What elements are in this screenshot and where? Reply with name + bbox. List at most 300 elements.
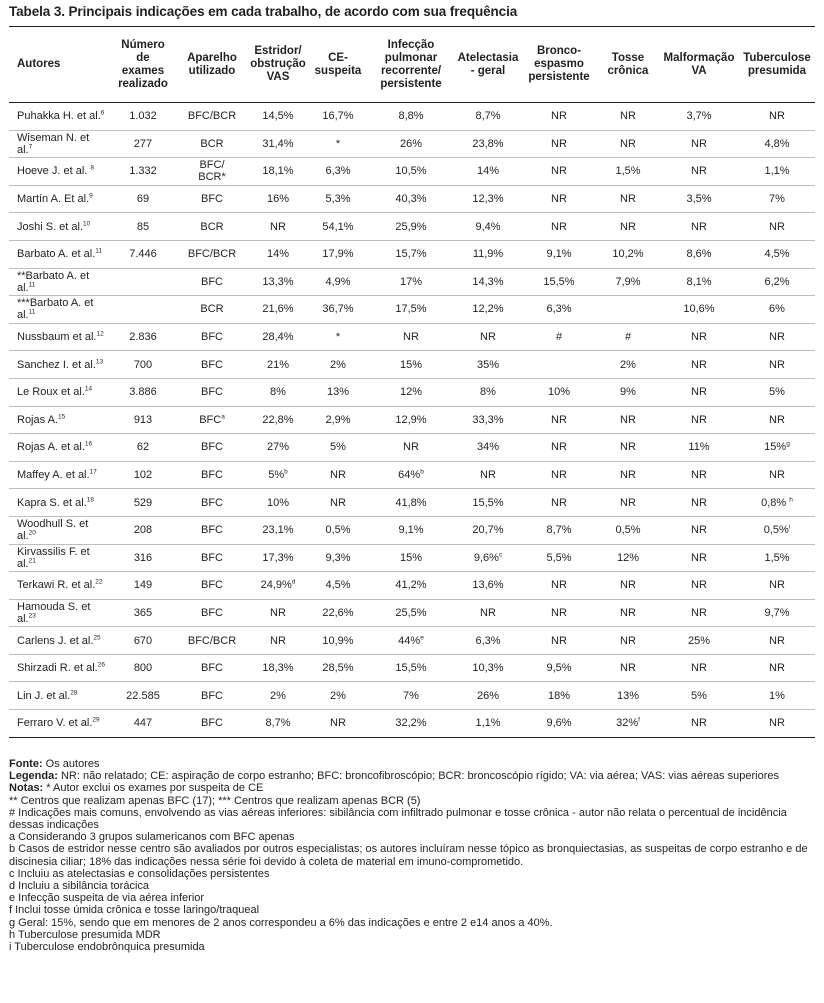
table-cell xyxy=(659,268,739,296)
table-cell xyxy=(597,489,659,517)
cell-text: 34% xyxy=(476,441,500,454)
cell-text: 15,7% xyxy=(395,248,427,261)
cell-superscript: 15 xyxy=(57,413,66,421)
cell-text: Nussbaum et al. xyxy=(17,331,97,344)
cell-text: 27% xyxy=(266,441,290,454)
table-cell xyxy=(109,461,177,489)
cell-text: NR xyxy=(620,469,636,482)
cell-text: NR xyxy=(691,606,707,619)
table-cell xyxy=(739,213,815,241)
table-row xyxy=(9,158,815,186)
cell-text: 316 xyxy=(133,551,153,564)
cell-text: NR xyxy=(480,606,496,619)
indications-table xyxy=(9,26,815,738)
column-header xyxy=(247,27,309,103)
table-cell xyxy=(367,185,455,213)
cell-text: NR xyxy=(620,441,636,454)
table-cell xyxy=(521,268,597,296)
table-cell xyxy=(455,654,521,682)
column-header-line: - geral xyxy=(470,64,506,77)
table-cell xyxy=(177,185,247,213)
table-cell xyxy=(309,461,367,489)
cell-text: NR xyxy=(620,193,636,206)
table-cell xyxy=(739,378,815,406)
cell-text: # xyxy=(624,331,632,344)
notes-label: Notas: xyxy=(9,782,44,795)
cell-superscript: 6 xyxy=(100,109,105,117)
table-cell xyxy=(597,461,659,489)
author-cell xyxy=(9,103,109,131)
cell-text: Woodhull S. et al. xyxy=(17,518,89,543)
cell-text: 3,7% xyxy=(686,110,712,123)
table-cell xyxy=(177,489,247,517)
table-cell xyxy=(597,296,659,324)
table-cell xyxy=(659,240,739,268)
cell-text: 670 xyxy=(133,634,153,647)
table-cell xyxy=(521,323,597,351)
cell-text: NR xyxy=(769,469,785,482)
table-row xyxy=(9,378,815,406)
table-cell xyxy=(247,103,309,131)
column-header-line: obstrução xyxy=(250,58,306,70)
column-header-line: realizado xyxy=(118,77,168,90)
cell-text: 5% xyxy=(691,689,707,702)
cell-text: 12,3% xyxy=(472,193,504,206)
table-cell xyxy=(659,213,739,241)
legend-text: NR: não relatado; CE: aspiração de corpo estranho; BFC: broncofibroscópio; BCR: broncoscópio rígido; VA: via aérea; VAS: vias aéreas superiores xyxy=(57,770,779,783)
table-cell xyxy=(455,572,521,600)
table-cell xyxy=(177,130,247,158)
table-cell xyxy=(455,710,521,738)
table-cell xyxy=(367,323,455,351)
cell-text: 2% xyxy=(620,358,636,371)
table-cell xyxy=(247,599,309,627)
table-row xyxy=(9,240,815,268)
cell-superscript: g xyxy=(786,440,790,448)
table-cell xyxy=(177,158,247,186)
table-cell xyxy=(659,627,739,655)
cell-text: 28,5% xyxy=(322,662,354,675)
table-cell xyxy=(309,240,367,268)
table-cell xyxy=(659,185,739,213)
cell-text: 8,7% xyxy=(475,110,501,123)
cell-text: 365 xyxy=(133,606,153,619)
table-cell xyxy=(597,158,659,186)
cell-text: 20,7% xyxy=(472,524,504,537)
table-cell xyxy=(309,516,367,544)
notes-text: * Autor exclui os exames por suspeita de CE xyxy=(43,782,264,795)
table-cell xyxy=(659,710,739,738)
cell-text: 41,2% xyxy=(395,579,427,592)
table-cell xyxy=(109,378,177,406)
table-cell xyxy=(247,516,309,544)
table-row xyxy=(9,544,815,572)
cell-text-line2: BCR* xyxy=(198,171,226,184)
table-cell xyxy=(109,654,177,682)
author-cell xyxy=(9,130,109,158)
table-cell xyxy=(309,710,367,738)
table-cell xyxy=(521,434,597,462)
cell-text: NR xyxy=(551,110,567,123)
table-cell xyxy=(739,544,815,572)
cell-text: 23,8% xyxy=(472,137,504,150)
table-cell xyxy=(177,351,247,379)
table-cell xyxy=(739,599,815,627)
table-cell xyxy=(659,296,739,324)
table-cell xyxy=(521,378,597,406)
cell-superscript: 13 xyxy=(95,357,104,365)
author-cell xyxy=(9,627,109,655)
table-cell xyxy=(247,213,309,241)
cell-text: BFC/BCR xyxy=(187,248,237,261)
table-cell xyxy=(109,572,177,600)
cell-text: 8,8% xyxy=(398,110,424,123)
table-cell xyxy=(177,654,247,682)
cell-text: 1,5% xyxy=(764,551,790,564)
cell-text: Le Roux et al. xyxy=(17,386,85,399)
cell-superscript: c xyxy=(498,551,503,559)
table-row xyxy=(9,627,815,655)
cell-text: 28,4% xyxy=(262,331,294,344)
table-cell xyxy=(109,406,177,434)
cell-text: 9,1% xyxy=(546,248,572,261)
cell-text: Wiseman N. et al. xyxy=(17,131,90,156)
table-cell xyxy=(739,406,815,434)
cell-text: 85 xyxy=(136,220,150,233)
cell-text: 32% xyxy=(616,717,639,730)
cell-text: 14% xyxy=(476,165,500,178)
cell-text: 33,3% xyxy=(472,413,504,426)
cell-text: NR xyxy=(330,717,346,730)
column-header-line: VA xyxy=(691,64,707,77)
table-cell xyxy=(739,103,815,131)
table-cell xyxy=(309,103,367,131)
table-cell xyxy=(109,516,177,544)
column-header-line: suspeita xyxy=(314,64,362,77)
table-title: Tabela 3. Principais indicações em cada trabalho, de acordo com sua frequência xyxy=(9,4,518,19)
cell-text: NR xyxy=(691,137,707,150)
table-row xyxy=(9,710,815,738)
cell-text: BFC xyxy=(201,331,223,344)
column-header-line: CE- xyxy=(328,51,348,64)
table-cell xyxy=(309,544,367,572)
cell-text: NR xyxy=(330,496,346,509)
cell-text: NR xyxy=(691,469,707,482)
cell-text: 10,9% xyxy=(322,634,354,647)
column-header-line: Tosse xyxy=(611,51,645,64)
table-cell xyxy=(455,351,521,379)
table-cell xyxy=(659,599,739,627)
table-cell xyxy=(367,240,455,268)
cell-text: 6,3% xyxy=(546,303,572,316)
cell-text: NR xyxy=(691,358,707,371)
cell-text: NR xyxy=(620,634,636,647)
table-cell xyxy=(455,130,521,158)
table-cell xyxy=(597,130,659,158)
table-cell xyxy=(367,544,455,572)
table-cell xyxy=(247,654,309,682)
cell-text: 5,5% xyxy=(546,551,572,564)
cell-text: 8,6% xyxy=(686,248,712,261)
cell-text: BFC/BCR xyxy=(187,110,237,123)
table-cell xyxy=(455,682,521,710)
legend-label: Legenda: xyxy=(9,770,58,783)
table-cell xyxy=(177,461,247,489)
table-cell xyxy=(597,627,659,655)
cell-text: 9,6% xyxy=(546,717,572,730)
table-cell xyxy=(109,213,177,241)
cell-superscript: i xyxy=(788,523,791,531)
footnote-line: h Tuberculose presumida MDR xyxy=(9,928,161,941)
column-header-line: recorrente/ xyxy=(380,64,442,77)
cell-text: * xyxy=(335,137,341,150)
cell-text: 9,4% xyxy=(475,220,501,233)
cell-text: 25,5% xyxy=(395,606,427,619)
table-cell xyxy=(455,185,521,213)
cell-text: BFC xyxy=(201,662,223,675)
table-cell xyxy=(309,268,367,296)
notes-note xyxy=(9,782,815,794)
author-cell xyxy=(9,268,109,296)
cell-text: 0,5% xyxy=(325,524,351,537)
table-cell xyxy=(247,406,309,434)
cell-text: 5,3% xyxy=(325,193,351,206)
cell-text: NR xyxy=(620,137,636,150)
cell-text: 10,6% xyxy=(683,303,715,316)
cell-text: NR xyxy=(769,220,785,233)
cell-text: 13% xyxy=(326,386,350,399)
cell-text: NR xyxy=(551,496,567,509)
table-row xyxy=(9,130,815,158)
cell-text: 1,1% xyxy=(475,717,501,730)
cell-text: BCR xyxy=(200,137,224,150)
cell-text: NR xyxy=(769,662,785,675)
cell-text: 10,3% xyxy=(472,662,504,675)
cell-text: NR xyxy=(769,634,785,647)
table-cell xyxy=(109,710,177,738)
column-header-line: de xyxy=(136,51,150,64)
table-cell xyxy=(109,627,177,655)
cell-text: 9,7% xyxy=(764,606,790,619)
table-header-row xyxy=(9,27,815,103)
cell-text: 21% xyxy=(266,358,290,371)
table-cell xyxy=(597,710,659,738)
table-row xyxy=(9,268,815,296)
table-cell xyxy=(177,406,247,434)
cell-text: NR xyxy=(620,110,636,123)
table-cell xyxy=(367,710,455,738)
cell-text: NR xyxy=(551,413,567,426)
table-cell xyxy=(659,544,739,572)
table-cell xyxy=(177,544,247,572)
table-cell xyxy=(659,516,739,544)
table-cell xyxy=(109,544,177,572)
column-header-line: espasmo xyxy=(534,58,584,70)
cell-text: NR xyxy=(270,220,286,233)
table-row xyxy=(9,103,815,131)
cell-text: BFC xyxy=(201,717,223,730)
column-header-line: Bronco- xyxy=(536,45,582,57)
cell-text: 8,7% xyxy=(265,717,291,730)
cell-text: 700 xyxy=(133,358,153,371)
cell-superscript: 10 xyxy=(83,220,91,228)
table-cell xyxy=(455,213,521,241)
table-cell xyxy=(521,544,597,572)
cell-text: 7% xyxy=(403,689,419,702)
cell-text: NR xyxy=(330,469,346,482)
cell-text: 8,7% xyxy=(546,524,572,537)
table-cell xyxy=(247,572,309,600)
table-cell xyxy=(521,599,597,627)
cell-text: 6% xyxy=(769,303,785,316)
cell-text: * xyxy=(335,331,341,344)
table-cell xyxy=(109,351,177,379)
table-cell xyxy=(455,516,521,544)
table-cell xyxy=(367,516,455,544)
column-header-line: presumida xyxy=(747,64,807,77)
cell-text: Kapra S. et al. xyxy=(17,496,87,509)
table-cell xyxy=(109,323,177,351)
cell-text: 6,3% xyxy=(325,165,351,178)
cell-text: 12,9% xyxy=(395,413,427,426)
cell-text: 22,8% xyxy=(262,413,294,426)
author-cell xyxy=(9,185,109,213)
table-cell xyxy=(597,406,659,434)
cell-text: 9,5% xyxy=(546,662,572,675)
table-cell xyxy=(659,682,739,710)
column-header xyxy=(177,27,247,103)
cell-text: NR xyxy=(270,606,286,619)
table-cell xyxy=(597,599,659,627)
cell-text: NR xyxy=(270,634,286,647)
cell-superscript: 22 xyxy=(95,578,103,586)
table-cell xyxy=(455,434,521,462)
cell-superscript: 12 xyxy=(96,330,104,338)
table-cell xyxy=(177,682,247,710)
table-cell xyxy=(367,434,455,462)
cell-text: 7% xyxy=(769,193,785,206)
cell-text: 23,1% xyxy=(262,524,294,537)
table-cell xyxy=(247,158,309,186)
cell-superscript: b xyxy=(420,468,424,476)
cell-superscript: 28 xyxy=(70,689,78,697)
cell-text: BFC xyxy=(201,524,223,537)
cell-text: NR xyxy=(551,193,567,206)
table-cell xyxy=(247,710,309,738)
table-cell xyxy=(659,406,739,434)
table-cell xyxy=(597,268,659,296)
cell-text: 15,5% xyxy=(472,496,504,509)
cell-superscript: 7 xyxy=(28,143,33,151)
cell-text: BFC xyxy=(201,441,223,454)
cell-text: 22,6% xyxy=(322,606,354,619)
author-cell xyxy=(9,710,109,738)
table-cell xyxy=(177,627,247,655)
table-cell xyxy=(739,185,815,213)
cell-text: NR xyxy=(769,110,785,123)
table-cell xyxy=(739,323,815,351)
column-header-line: Tuberculose xyxy=(743,51,811,64)
table-cell xyxy=(309,213,367,241)
author-cell xyxy=(9,406,109,434)
table-cell xyxy=(521,130,597,158)
author-cell xyxy=(9,240,109,268)
column-header-line: persistente xyxy=(528,71,590,83)
table-cell xyxy=(247,268,309,296)
table-row xyxy=(9,599,815,627)
table-cell xyxy=(109,130,177,158)
cell-text: 16,7% xyxy=(322,110,354,123)
cell-text: 913 xyxy=(133,413,153,426)
cell-text: 13,3% xyxy=(262,275,294,288)
cell-text: 31,4% xyxy=(262,137,294,150)
cell-text: 3.886 xyxy=(129,386,157,399)
cell-text: 6,3% xyxy=(475,634,501,647)
table-cell xyxy=(309,158,367,186)
table-cell xyxy=(739,516,815,544)
table-cell xyxy=(309,130,367,158)
column-header-line: Aparelho xyxy=(187,51,237,64)
table-cell xyxy=(247,185,309,213)
cell-text: 277 xyxy=(133,137,153,150)
cell-text: NR xyxy=(769,358,785,371)
table-cell xyxy=(309,599,367,627)
cell-text: BFC xyxy=(201,193,223,206)
column-header-line: Estridor/ xyxy=(254,45,302,57)
cell-text: 17,5% xyxy=(395,303,427,316)
cell-text: 25% xyxy=(687,634,711,647)
cell-text: BFC xyxy=(201,386,223,399)
table-cell xyxy=(455,378,521,406)
cell-text: NR xyxy=(620,662,636,675)
column-header-line: Número xyxy=(121,38,165,51)
cell-text: 8,1% xyxy=(686,275,712,288)
cell-text: 40,3% xyxy=(395,193,427,206)
cell-text: ***Barbato A. et al. xyxy=(17,297,94,322)
cell-text: 4,5% xyxy=(764,248,790,261)
table-cell xyxy=(247,434,309,462)
table-cell xyxy=(309,627,367,655)
table-cell xyxy=(739,489,815,517)
table-cell xyxy=(247,627,309,655)
cell-text: 2% xyxy=(330,358,346,371)
author-cell xyxy=(9,572,109,600)
table-cell xyxy=(367,268,455,296)
footnote-line: # Indicações mais comuns, envolvendo as vias aéreas inferiores: sibilância com infiltrado pulmonar e tosse crônica - autor não relata o percentual de incidência dessas indicações xyxy=(9,806,787,832)
table-cell xyxy=(455,544,521,572)
table-cell xyxy=(659,378,739,406)
cell-text: NR xyxy=(691,496,707,509)
table-cell xyxy=(109,240,177,268)
table-cell xyxy=(521,185,597,213)
cell-text: 26% xyxy=(399,137,423,150)
table-cell xyxy=(247,461,309,489)
footnote-line: g Geral: 15%, sendo que em menores de 2 anos correspondeu a 6% das indicações e entre 2 e14 anos a 40%. xyxy=(9,916,553,929)
cell-text: 4,5% xyxy=(325,579,351,592)
table-cell xyxy=(521,572,597,600)
table-row xyxy=(9,434,815,462)
table-cell xyxy=(521,240,597,268)
table-cell xyxy=(659,103,739,131)
table-cell xyxy=(597,572,659,600)
cell-superscript: a xyxy=(221,413,225,421)
column-header xyxy=(739,27,815,103)
footnote-line: a Considerando 3 grupos sulamericanos com BFC apenas xyxy=(9,831,295,844)
table-cell xyxy=(455,627,521,655)
cell-text: 2,9% xyxy=(325,413,351,426)
cell-text: BCR xyxy=(200,303,224,316)
cell-text: NR xyxy=(769,331,785,344)
